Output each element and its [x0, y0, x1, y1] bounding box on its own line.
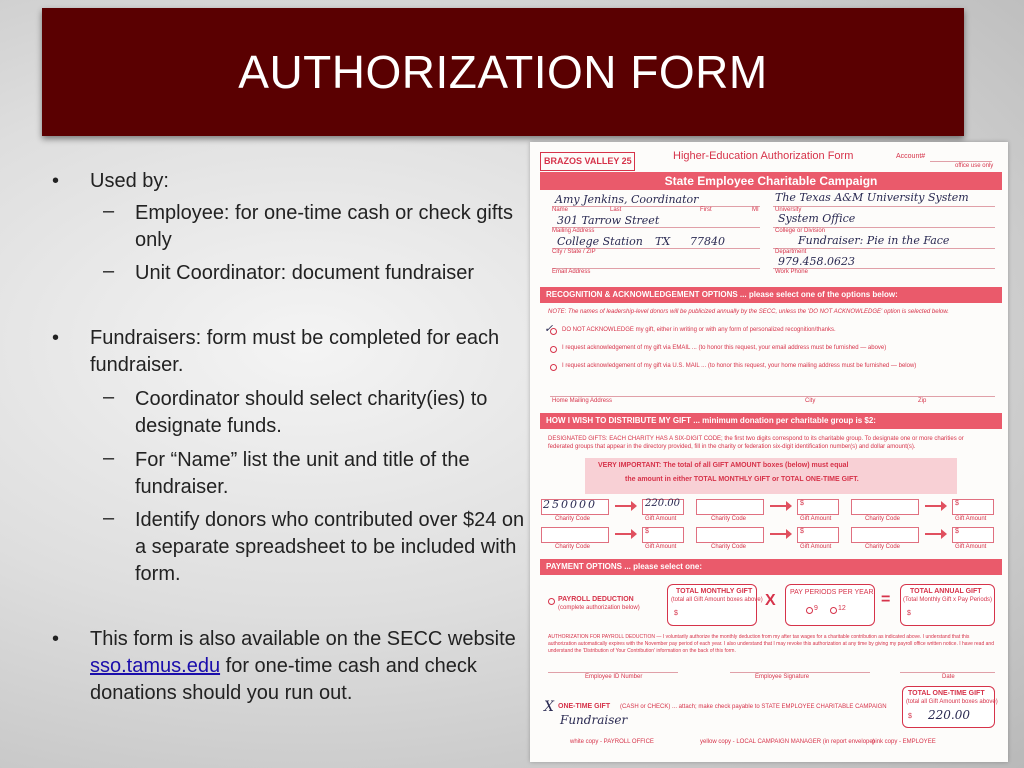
charity-code-box — [696, 527, 764, 543]
account-line — [930, 161, 992, 162]
sub-bullet-select-charity: Coordinator should select charity(ies) to designate funds. — [135, 388, 488, 437]
sub-bullet-dash: – — [103, 386, 115, 408]
label-work-phone: Work Phone — [775, 269, 808, 275]
charity-code-box — [851, 499, 919, 515]
dollar-sign: $ — [955, 500, 959, 507]
bullet-dot: • — [52, 628, 60, 650]
important-line-2: the amount in either TOTAL MONTHLY GIFT or TOTAL ONE-TIME GIFT. — [625, 476, 859, 483]
recognition-option-3: I request acknowledgement of my gift via U.S. MAIL ... (to honor this request, your home mailing address must be furnished — below) — [562, 363, 917, 369]
bullet-used-by: Used by: — [90, 170, 169, 192]
total-monthly-sub: (total all Gift Amount boxes above) — [671, 597, 763, 603]
total-one-time-sub: (total all Gift Amount boxes above) — [906, 699, 998, 705]
sub-bullet-dash: – — [103, 200, 115, 222]
sub-bullet-identify-donors: Identify donors who contributed over $24 on a separate spreadsheet to be included with form. — [135, 509, 525, 585]
label-employee-id: Employee ID Number — [585, 674, 643, 680]
radio-icon — [806, 607, 813, 614]
bullet-website — [90, 626, 522, 707]
label-gift-amount: Gift Amount — [800, 516, 832, 522]
sub-bullet-employee: Employee: for one-time cash or check gifts only — [135, 202, 513, 251]
authorization-text: AUTHORIZATION FOR PAYROLL DEDUCTION — I voluntarily authorize the monthly deduction from my after tax wages for a charitable contribution as indicated above. I understand that this authorization automatically expires with the November pay period of each year. I also understand that I may revoke this authorization at any time by giving my payroll office written notice. I have read and understand the 'Distribution of Your Contribution' information on the back of this form. — [548, 634, 994, 654]
arrow-icon — [615, 533, 633, 535]
footer-yellow-copy: yellow copy - LOCAL CAMPAIGN MANAGER (in report envelope) — [700, 739, 875, 745]
charity-code-box — [696, 499, 764, 515]
dollar-sign: $ — [645, 528, 649, 535]
total-one-time-label: TOTAL ONE-TIME GIFT — [908, 690, 985, 697]
label-university: University — [775, 207, 802, 213]
handwritten-check-x: X — [544, 699, 554, 715]
dollar-sign: $ — [907, 610, 911, 617]
line — [730, 672, 870, 673]
arrow-icon — [770, 533, 788, 535]
sub-bullet-dash: – — [103, 507, 115, 529]
label-mailing: Mailing Address — [552, 228, 595, 234]
recognition-band: RECOGNITION & ACKNOWLEDGEMENT OPTIONS ... please select one of the options below: — [540, 287, 1002, 303]
line — [548, 672, 678, 673]
handwritten-phone: 979.458.0623 — [778, 255, 855, 268]
handwritten-address: 301 Tarrow Street — [557, 214, 660, 227]
website-text-after: for one-time cash and check donations should you run out. — [90, 655, 477, 704]
total-annual-sub: (Total Monthly Gift x Pay Periods) — [903, 597, 993, 603]
one-time-gift-sub: (CASH or CHECK) ... attach; make check payable to STATE EMPLOYEE CHARITABLE CAMPAIGN — [620, 704, 887, 710]
payment-band: PAYMENT OPTIONS ... please select one: — [540, 559, 1002, 575]
total-monthly-label: TOTAL MONTHLY GIFT — [676, 588, 753, 595]
label-city-state: City / State / ZIP — [552, 249, 596, 255]
website-link[interactable]: sso.tamus.edu — [90, 655, 221, 677]
account-label: Account# — [896, 153, 926, 160]
distribute-band: HOW I WISH TO DISTRIBUTE MY GIFT ... minimum donation per charitable group is $2: — [540, 413, 1002, 429]
office-use-label: office use only — [955, 163, 994, 169]
handwritten-charity-code: 250000 — [543, 498, 597, 511]
line — [900, 672, 995, 673]
form-header: Higher-Education Authorization Form — [673, 150, 854, 162]
handwritten-state: TX — [655, 235, 671, 248]
bullet-dot: • — [52, 170, 60, 192]
label-charity-code: Charity Code — [555, 516, 591, 522]
important-line-1: VERY IMPORTANT: The total of all GIFT AMOUNT boxes (below) must equal — [598, 462, 849, 469]
recognition-note: NOTE: The names of leadership-level donors will be publicized annually by the SECC, unless the 'DO NOT ACKNOWLEDGE' option is selected below. — [548, 309, 949, 315]
handwritten-gift-amount: 220.00 — [645, 498, 680, 509]
handwritten-university: The Texas A&M University System — [775, 191, 969, 204]
label-gift-amount: Gift Amount — [955, 544, 987, 550]
radio-icon — [550, 328, 557, 335]
label-charity-code: Charity Code — [711, 544, 747, 550]
charity-code-box — [851, 527, 919, 543]
sub-bullet-coordinator: Unit Coordinator: document fundraiser — [135, 262, 475, 284]
label-name: Name — [552, 207, 569, 213]
radio-icon — [550, 364, 557, 371]
bullet-dot: • — [52, 327, 60, 349]
arrow-icon — [770, 505, 788, 507]
dollar-sign: $ — [674, 610, 678, 617]
label-date: Date — [942, 674, 955, 680]
label-gift-amount: Gift Amount — [645, 516, 677, 522]
handwritten-city: College Station — [557, 235, 643, 248]
campaign-band: State Employee Charitable Campaign — [540, 172, 1002, 190]
dollar-sign: $ — [955, 528, 959, 535]
label-charity-code: Charity Code — [555, 544, 591, 550]
authorization-form-image — [530, 142, 1008, 762]
total-annual-label: TOTAL ANNUAL GIFT — [910, 588, 982, 595]
label-gift-amount: Gift Amount — [645, 544, 677, 550]
label-signature: Employee Signature — [755, 674, 810, 680]
arrow-icon — [615, 505, 633, 507]
one-time-gift-label: ONE-TIME GIFT — [558, 703, 611, 710]
radio-icon — [830, 607, 837, 614]
pay-period-12: 12 — [838, 605, 846, 612]
line — [552, 206, 760, 207]
arrow-icon — [925, 505, 943, 507]
sub-bullet-dash: – — [103, 447, 115, 469]
handwritten-fundraiser: Fundraiser — [560, 713, 628, 727]
pay-period-9: 9 — [814, 605, 818, 612]
designated-gifts-text: DESIGNATED GIFTS: EACH CHARITY HAS A SIX-DIGIT CODE; the first two digits correspond to its charitable group. To designate one or more charities or federated groups that appear in the directory provided, fill in the charity or federation six-digit identification number(s) and dollar amount(s). — [548, 436, 964, 450]
label-home-address: Home Mailing Address — [552, 398, 613, 404]
dollar-sign: $ — [800, 528, 804, 535]
dollar-sign: $ — [800, 500, 804, 507]
dollar-sign: $ — [908, 713, 912, 720]
equals-sign: = — [881, 591, 891, 608]
brazos-valley-logo: BRAZOS VALLEY 25 — [540, 152, 635, 171]
label-home-city: City — [805, 398, 816, 404]
line — [773, 206, 995, 207]
checkmark-icon: ✓ — [544, 322, 554, 335]
arrow-icon — [925, 533, 943, 535]
handwritten-zip: 77840 — [690, 235, 725, 248]
bullet-fundraisers: Fundraisers: form must be completed for each fundraiser. — [90, 327, 500, 376]
handwritten-name: Amy Jenkins, Coordinator — [555, 193, 699, 206]
footer-pink-copy: pink copy - EMPLOYEE — [872, 739, 936, 745]
sub-bullet-dash: – — [103, 260, 115, 282]
sub-bullet-name: For “Name” list the unit and title of the fundraiser. — [135, 449, 470, 498]
footer-white-copy: white copy - PAYROLL OFFICE — [570, 739, 654, 745]
handwritten-college: System Office — [778, 212, 856, 225]
handwritten-total-one-time: 220.00 — [928, 708, 970, 722]
radio-icon — [548, 598, 555, 605]
multiply-sign: X — [765, 592, 776, 609]
label-email: Email Address — [552, 269, 591, 275]
label-charity-code: Charity Code — [865, 544, 901, 550]
label-gift-amount: Gift Amount — [955, 516, 987, 522]
label-college: College or Division — [775, 228, 826, 234]
recognition-option-1: DO NOT ACKNOWLEDGE my gift, either in writing or with any form of personalized recognition/thanks. — [562, 327, 836, 333]
label-home-zip: Zip — [918, 398, 927, 404]
line — [550, 396, 995, 397]
slide-title: AUTHORIZATION FORM — [238, 46, 768, 98]
recognition-option-2: I request acknowledgement of my gift via EMAIL ... (to honor this request, your email address must be furnished — above) — [562, 345, 887, 351]
handwritten-department: Fundraiser: Pie in the Face — [798, 234, 950, 247]
label-last: Last — [610, 207, 622, 213]
radio-icon — [550, 346, 557, 353]
label-charity-code: Charity Code — [865, 516, 901, 522]
label-mi: MI — [752, 207, 759, 213]
label-charity-code: Charity Code — [711, 516, 747, 522]
label-first: First — [700, 207, 712, 213]
label-department: Department — [775, 249, 807, 255]
payroll-deduction-sub: (complete authorization below) — [558, 605, 640, 611]
payroll-deduction-label: PAYROLL DEDUCTION — [558, 596, 634, 603]
website-text-before: This form is also available on the SECC website — [90, 628, 516, 650]
charity-code-box — [541, 527, 609, 543]
pay-periods-label: PAY PERIODS PER YEAR: — [790, 589, 876, 596]
label-gift-amount: Gift Amount — [800, 544, 832, 550]
